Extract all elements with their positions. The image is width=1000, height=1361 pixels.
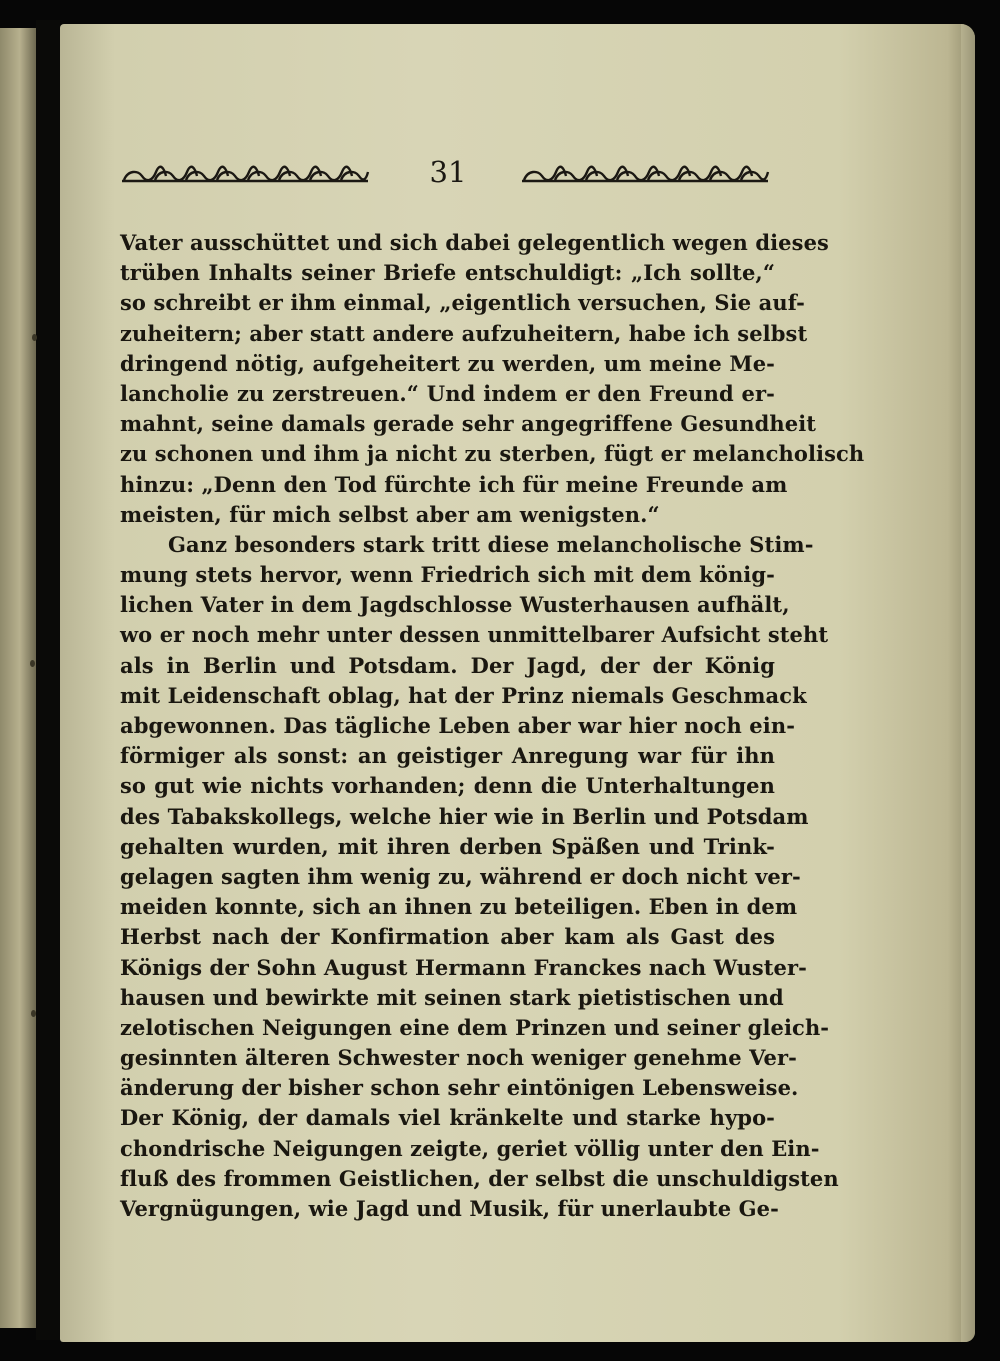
- text-line: trüben Inhalts seiner Briefe entschuldigt: „Ich sollte,“: [120, 260, 775, 286]
- text-line: gehalten wurden, mit ihren derben Späßen und Trink-: [120, 833, 775, 859]
- text-line: Herbst nach der Konfirmation aber kam als Gast des: [120, 924, 775, 950]
- text-line: des Tabakskollegs, welche hier wie in Berlin und Potsdam: [120, 803, 809, 829]
- text-line: zelotischen Neigungen eine dem Prinzen und seiner gleich-: [120, 1014, 830, 1040]
- margin-mark: [30, 660, 35, 667]
- text-line: so schreibt er ihm einmal, „eigentlich versuchen, Sie auf-: [120, 290, 805, 316]
- text-line: so gut wie nichts vorhanden; denn die Unterhaltungen: [120, 773, 775, 799]
- left-page-edge: [0, 28, 36, 1328]
- text-line: abgewonnen. Das tägliche Leben aber war hier noch ein-: [120, 713, 796, 738]
- text-line: Ganz besonders stark tritt diese melancholische Stim-: [168, 531, 814, 557]
- text-line: Der König, der damals viel kränkelte und starke hypo-: [120, 1105, 775, 1131]
- text-line: gelagen sagten ihm wenig zu, während er doch nicht ver-: [120, 863, 801, 889]
- text-line: dringend nötig, aufgeheitert zu werden, um meine Me-: [120, 350, 775, 376]
- header-ornament-left: [120, 164, 370, 186]
- text-line: förmiger als sonst: an geistiger Anregung war für ihn: [120, 743, 775, 769]
- text-line: hausen und bewirkte mit seinen stark pietistischen und: [120, 984, 784, 1010]
- header-ornament-right: [520, 164, 770, 186]
- text-line: mahnt, seine damals gerade sehr angegriffene Gesundheit: [120, 411, 817, 437]
- text-line: änderung der bisher schon sehr eintönigen Lebensweise.: [120, 1075, 799, 1101]
- body-text: [120, 228, 865, 1224]
- text-line: meiden konnte, sich an ihnen zu beteiligen. Eben in dem: [120, 894, 798, 920]
- page-number: 31: [429, 155, 467, 189]
- text-line: hinzu: „Denn den Tod fürchte ich für meine Freunde am: [120, 471, 788, 497]
- text-line: zu schonen und ihm ja nicht zu sterben, fügt er melancholisch: [120, 441, 865, 467]
- page-edge: [961, 24, 975, 1342]
- text-line: mit Leidenschaft oblag, hat der Prinz niemals Geschmack: [120, 682, 807, 708]
- margin-mark: [32, 334, 37, 341]
- text-line: meisten, für mich selbst aber am wenigsten.“: [120, 501, 660, 527]
- book-page: [60, 24, 975, 1342]
- text-line: Vater ausschüttet und sich dabei gelegentlich wegen dieses: [120, 230, 829, 255]
- margin-mark: [31, 1010, 36, 1017]
- text-line: zuheitern; aber statt andere aufzuheitern, habe ich selbst: [120, 320, 808, 346]
- text-line: wo er noch mehr unter dessen unmittelbarer Aufsicht steht: [120, 622, 829, 648]
- book-spine: [36, 20, 60, 1340]
- text-line: lancholie zu zerstreuen.“ Und indem er den Freund er-: [120, 380, 775, 406]
- text-line: als in Berlin und Potsdam. Der Jagd, der der König: [120, 652, 775, 678]
- page-header: [120, 152, 800, 192]
- text-line: Vergnügungen, wie Jagd und Musik, für unerlaubte Ge-: [120, 1196, 779, 1221]
- paragraph-1: [120, 228, 865, 530]
- text-line: fluß des frommen Geistlichen, der selbst die unschuldigsten: [120, 1165, 839, 1191]
- text-line: chondrische Neigungen zeigte, geriet völlig unter den Ein-: [120, 1135, 820, 1161]
- text-line: lichen Vater in dem Jagdschlosse Wusterhausen aufhält,: [120, 592, 790, 618]
- text-line: gesinnten älteren Schwester noch weniger genehme Ver-: [120, 1045, 797, 1071]
- text-line: Königs der Sohn August Hermann Franckes nach Wuster-: [120, 954, 808, 980]
- text-line: mung stets hervor, wenn Friedrich sich mit dem könig-: [120, 562, 775, 588]
- paragraph-2: [120, 530, 839, 1224]
